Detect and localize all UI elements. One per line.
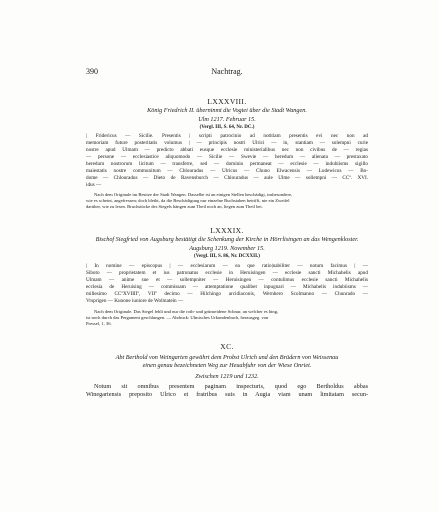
section-title: König Friedrich II. überninmt die Vogtei über die Stadt Wangen. — [147, 107, 307, 114]
text-line: Winegartensis preposito Ulrico et fratribus suis in Augia viam unam limitatam secun- — [86, 391, 368, 398]
section-reference: (Vergl. III, S. 86, Nr. DCXXII.) — [194, 254, 260, 259]
note-line: Pressel, 1, 36. — [86, 321, 112, 327]
section-numeral: LXXXIX. — [210, 226, 244, 235]
source-note — [86, 192, 368, 211]
text-line: dome — Chlouradus — Dieto de Ravensburch — Chlouradus — aule Ulme — sollempni — CCª. XVI. — [86, 175, 368, 181]
note-line: Nach dem Originale im Besitze der Stadt Wangen. Dasselbe ist an einigen Stellen beschädigt, insbesondere, — [94, 192, 293, 197]
text-line: Ulmam — anime sue et — sollempniter — Heruisingen — contulimus ecclesie sancti Michahelis — [86, 277, 368, 283]
text-line: maiestatis nostre communitum — Chlouradus — Ulricus — Chuno Elwacensis — Ludewicus — Bo- — [86, 168, 368, 174]
text-line: ecclesia de Heruising — commissam — attemptatione qualibet inpugnari — Michahelis indubiisms — — [86, 284, 368, 290]
text-line: nostre apud Ulmam — predicto abbati eusque ecclesie ministerialibus nec non civibus de — regias — [86, 147, 368, 153]
page-number: 390 — [86, 67, 98, 76]
text-line: Notum sit omnibus presentem paginam inspecturis, quod ego Bertholdus abbas — [94, 383, 368, 390]
section-date: Ulm 1217. Februar 15. — [198, 116, 256, 123]
text-line: memoriam future posteritatis volumus | — principis nostri Ulrici — in, stantiam — solempni curie — [86, 140, 368, 146]
source-note — [86, 309, 368, 328]
text-line: Vrsprigen — Kunone iuniore de Wolmatein — — [86, 298, 184, 304]
section-date: Zwischen 1219 und 1232. — [195, 373, 259, 380]
text-line: millesimo CCºXVIIIIº, VIIº decimo — Hilchingo arcidiaconis, Wernhero Scolmanno — Chunrado — — [86, 291, 368, 297]
section-title: Bischof Siegfried von Augsburg bestätigt die Schenkung der Kirche in Hörrlisingen an das Wengenkloster. — [95, 236, 359, 243]
page-header — [86, 67, 368, 79]
section-numeral: XC. — [220, 342, 234, 351]
note-line: ist noch durch das Pergament geschlungen. — Abdruck: Ulmisches Urkundenbuch, herausgeg. von — [86, 315, 269, 321]
section-title-line: einen genau bezeichneten Weg zur Heuabfuhr von der Wiese Onriet. — [142, 362, 312, 369]
text-line: | In nomine — episcopus | — ecclesiarum — ea que ratio|nabiliter — notum facimus | — — [86, 263, 368, 269]
note-line: Nach dem Originale. Das Siegel fehlt und nur die roth- und grünseidene Schnur, an welcher es hing, — [94, 309, 279, 314]
text-line: — persone — ecclesiastice aliquomodo — Sicilie — Swevie — heredum — alienata — prestaxato — [86, 154, 368, 160]
note-line: darüber, wie zu lesen. Bruchstücke des Siegels hängen zum Theil noch an, liegen zum Theil bei. — [86, 204, 263, 210]
section-numeral: LXXXVIII. — [207, 97, 247, 106]
text-line: | Fridericus — Sicilie. Presentis | scripti patrocinio ad notitiam presentis evi nec non ad — [86, 133, 368, 139]
note-line: wie es scheint, angefressen; doch bleibt, da die Beschädigung nur einzelne Buchstaben betrifft, nie ein Zweifel — [86, 198, 290, 204]
text-line: heredum nostrorum licitum — transferre, sed — dominio permaneat — ecclesie — indubiisms sigillo — [86, 161, 368, 167]
text-line: idus — — [86, 182, 102, 188]
section-title-line: Abt Berthold von Weingarten gewährt dem Probst Ulrich und den Brüdern von Weissenau — [115, 354, 339, 361]
running-head: Nachtrag. — [211, 67, 243, 76]
text-line: Siboto — proprietatem et ius patronatus ecclesie in Heruisingen — ecclesie sancti Michahelis apud — [86, 270, 368, 276]
section-reference: (Vergl. III, S. 64, Nr. DC.) — [199, 125, 255, 130]
section-date: Augsburg 1219. November 15. — [189, 245, 265, 252]
charter-text — [86, 133, 368, 189]
charter-text — [86, 383, 368, 399]
charter-text — [86, 263, 368, 305]
